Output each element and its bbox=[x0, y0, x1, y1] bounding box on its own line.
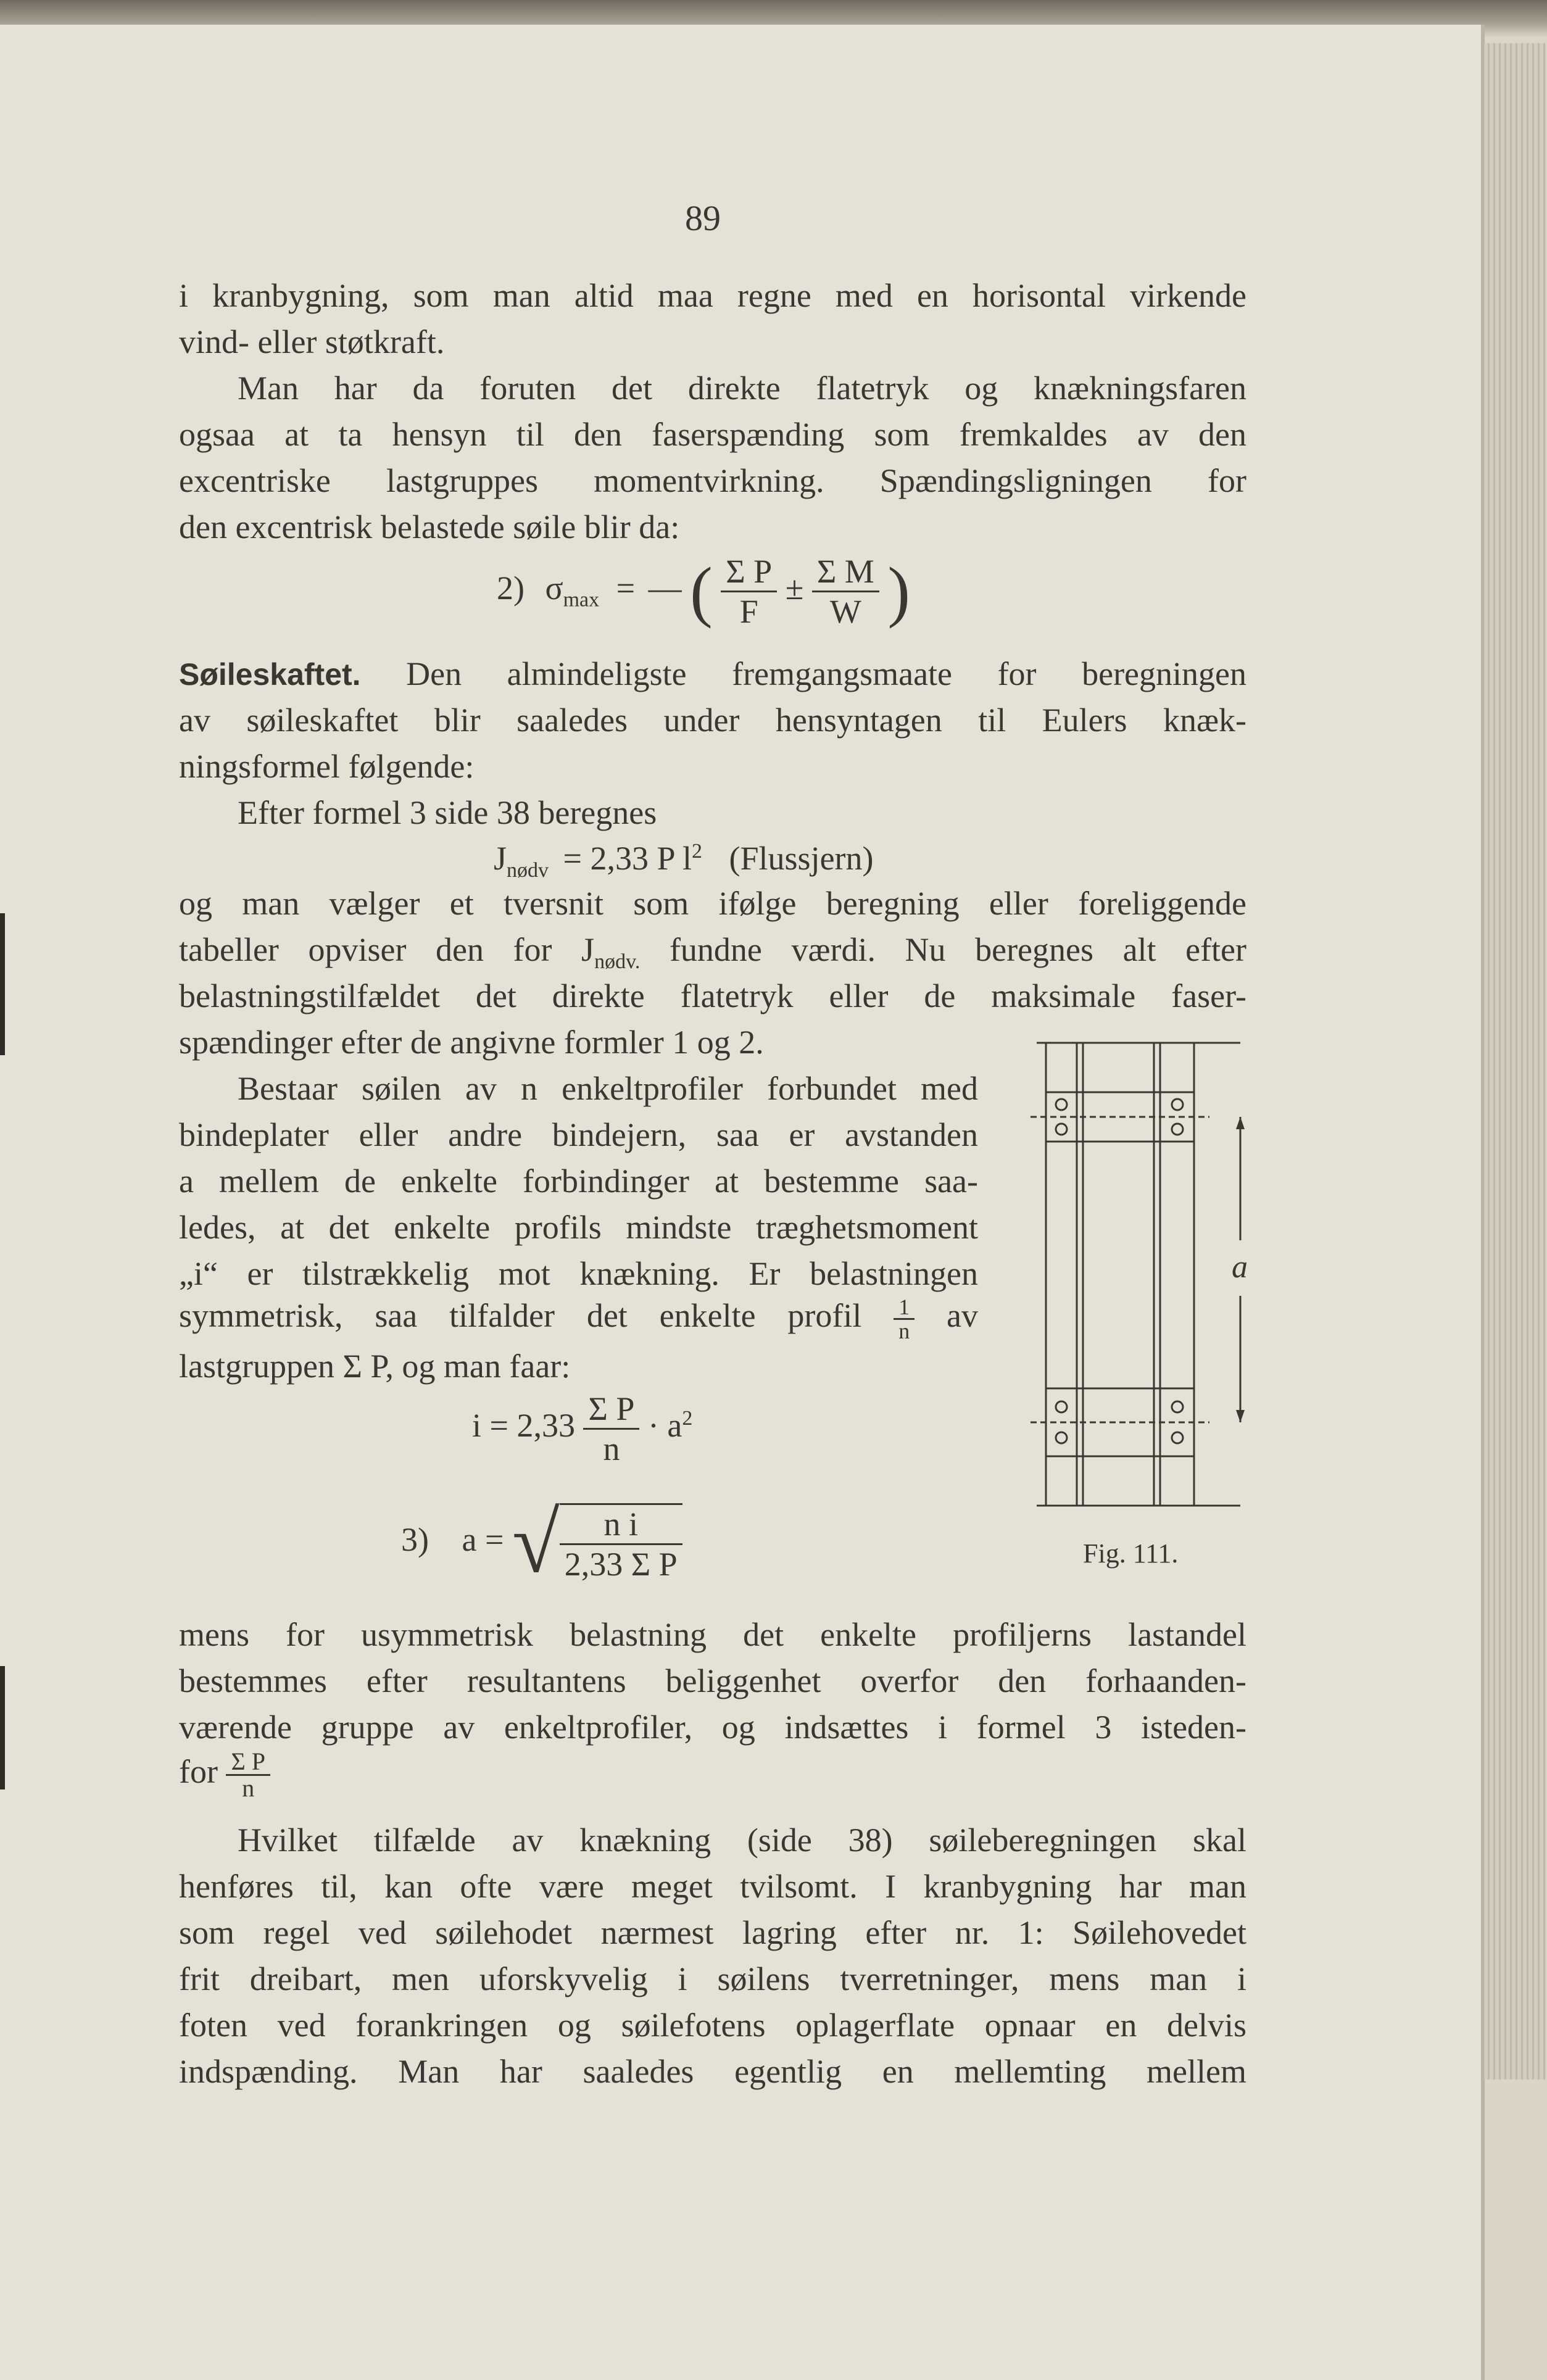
text-line: a mellem de enkelte forbindinger at bestemme saa- bbox=[179, 1163, 978, 1200]
fraction-sp-f: $\frac{\text{Σ P}}{F}$ bbox=[721, 552, 777, 631]
text-line: bindeplater eller andre bindejern, saa er avstanden bbox=[179, 1116, 978, 1153]
text-span: symmetrisk, saa tilfalder det enkelte profil bbox=[179, 1296, 862, 1334]
text-line: vind- eller støtkraft. bbox=[179, 323, 445, 360]
text-span: tabeller opviser den for J bbox=[179, 931, 595, 968]
text-span: av bbox=[947, 1296, 979, 1334]
equation-j bbox=[494, 839, 874, 882]
text-line: ledes, at det enkelte profils mindste træghetsmoment bbox=[179, 1209, 978, 1246]
page-stack-edge bbox=[1484, 43, 1546, 2079]
j-subscript: nødv bbox=[507, 858, 549, 882]
text-line: den excentrisk belastede søile blir da: bbox=[179, 508, 680, 545]
text-line: Man har da foruten det direkte flatetryk og knækningsfaren bbox=[238, 370, 1246, 407]
j-subscript: nødv. bbox=[594, 950, 641, 973]
fraction-sm-w: $\frac{\text{Σ M}}{W}$ bbox=[812, 552, 879, 631]
i-lhs: i = 2,33 bbox=[472, 1406, 575, 1444]
j-note: (Flussjern) bbox=[729, 840, 874, 877]
page-number: 89 bbox=[685, 198, 721, 238]
j-symbol: J bbox=[494, 840, 507, 877]
text-line: av søileskaftet blir saaledes under hensyntagen til Eulers knæk- bbox=[179, 702, 1246, 739]
text-line: frit dreibart, men uforskyvelig i søilens tverretninger, mens man i bbox=[179, 1960, 1246, 1997]
arrow-up-icon bbox=[1236, 1117, 1245, 1129]
fraction-sp-n: $\frac{\text{Σ P}}{n}$ bbox=[583, 1390, 639, 1468]
rivet-icon bbox=[1172, 1401, 1183, 1412]
text-line: „i“ er tilstrækkelig mot knækning. Er belastningen bbox=[179, 1255, 978, 1292]
text-line: foten ved forankringen og søilefotens oplagerflate opnaar en delvis bbox=[179, 2007, 1246, 2044]
scan-margin-mark bbox=[0, 913, 5, 1055]
rivet-icon bbox=[1056, 1124, 1067, 1135]
text-line: indspænding. Man har saaledes egentlig en mellemting mellem bbox=[179, 2053, 1246, 2090]
text-line: Efter formel 3 side 38 beregnes bbox=[238, 794, 657, 831]
sigma-subscript: max bbox=[563, 588, 600, 612]
equation-3 bbox=[401, 1493, 682, 1593]
section-heading: Søileskaftet. bbox=[179, 657, 361, 692]
text-line: Hvilket tilfælde av knækning (side 38) søileberegningen skal bbox=[238, 1822, 1246, 1859]
arrow-down-icon bbox=[1236, 1410, 1245, 1422]
rivet-icon bbox=[1056, 1099, 1067, 1110]
i-rhs: · a bbox=[647, 1406, 682, 1444]
text-line: i kranbygning, som man altid maa regne med en horisontal virkende bbox=[179, 277, 1246, 314]
plus-minus-sign: ± bbox=[785, 569, 804, 607]
j-rhs: = 2,33 P l bbox=[563, 840, 692, 877]
paren-close: ) bbox=[887, 554, 910, 629]
equation-label: 2) bbox=[497, 569, 525, 607]
text-line: lastgruppen Σ P, og man faar: bbox=[179, 1348, 571, 1385]
column-drawing bbox=[1024, 1030, 1253, 1512]
text-line: henføres til, kan ofte være meget tvilsomt. I kranbygning har man bbox=[179, 1868, 1246, 1905]
rivet-icon bbox=[1172, 1124, 1183, 1135]
text-line bbox=[179, 933, 1246, 972]
paren-open: ( bbox=[690, 554, 713, 629]
dimension-label: a bbox=[1232, 1250, 1248, 1285]
rivet-icon bbox=[1172, 1432, 1183, 1443]
rivet-icon bbox=[1172, 1099, 1183, 1110]
text-span: Den almindeligste fremgangsmaate for beregningen bbox=[406, 655, 1246, 692]
a-lhs: a = bbox=[462, 1520, 504, 1558]
fraction-sp-n-inline: $\frac{\text{Σ P}}{n}$ bbox=[226, 1749, 270, 1801]
text-line: og man vælger et tversnit som ifølge beregning eller foreliggende bbox=[179, 885, 1246, 922]
minus-sign: — bbox=[648, 569, 682, 607]
figure-column-diagram bbox=[1024, 1030, 1253, 1512]
text-line: værende gruppe av enkeltprofiler, og indsættes i formel 3 isteden- bbox=[179, 1709, 1246, 1746]
sigma-symbol: σ bbox=[545, 569, 563, 607]
text-span: fundne værdi. Nu beregnes alt efter bbox=[669, 931, 1247, 968]
text-line: belastningstilfældet det direkte flatetryk eller de maksimale faser- bbox=[179, 977, 1246, 1014]
text-line: som regel ved søilehodet nærmest lagring efter nr. 1: Søilehovedet bbox=[179, 1914, 1246, 1951]
text-line: mens for usymmetrisk belastning det enkelte profiljerns lastandel bbox=[179, 1616, 1246, 1653]
text-line bbox=[179, 1749, 1246, 1801]
text-line: Bestaar søilen av n enkeltprofiler forbundet med bbox=[238, 1070, 978, 1107]
figure-caption: Fig. 111. bbox=[1083, 1538, 1179, 1569]
text-line: excentriske lastgruppes momentvirkning. Spændingsligningen for bbox=[179, 462, 1246, 499]
square-root: √ $\frac{\text{n i}}{\text{2,33 Σ P}}$ bbox=[512, 1493, 682, 1593]
equation-i bbox=[472, 1390, 692, 1468]
scan-margin-mark bbox=[0, 1666, 5, 1789]
text-line: bestemmes efter resultantens beliggenhet overfor den forhaanden- bbox=[179, 1662, 1246, 1699]
text-line: spændinger efter de angivne formler 1 og 2. bbox=[179, 1024, 764, 1061]
rivet-icon bbox=[1056, 1432, 1067, 1443]
equals-sign: = bbox=[616, 569, 636, 607]
equation-2 bbox=[497, 552, 910, 631]
text-line: ogsaa at ta hensyn til den faserspænding som fremkaldes av den bbox=[179, 416, 1246, 453]
text-span: for bbox=[179, 1752, 218, 1790]
text-line bbox=[179, 657, 1246, 690]
text-line bbox=[179, 1296, 978, 1342]
j-exponent: 2 bbox=[692, 840, 703, 863]
equation-label: 3) bbox=[401, 1520, 429, 1558]
rivet-icon bbox=[1056, 1401, 1067, 1412]
fraction-1-n: $\frac{1}{n}$ bbox=[894, 1296, 915, 1342]
i-exponent: 2 bbox=[682, 1406, 693, 1430]
text-line: ningsformel følgende: bbox=[179, 748, 475, 785]
